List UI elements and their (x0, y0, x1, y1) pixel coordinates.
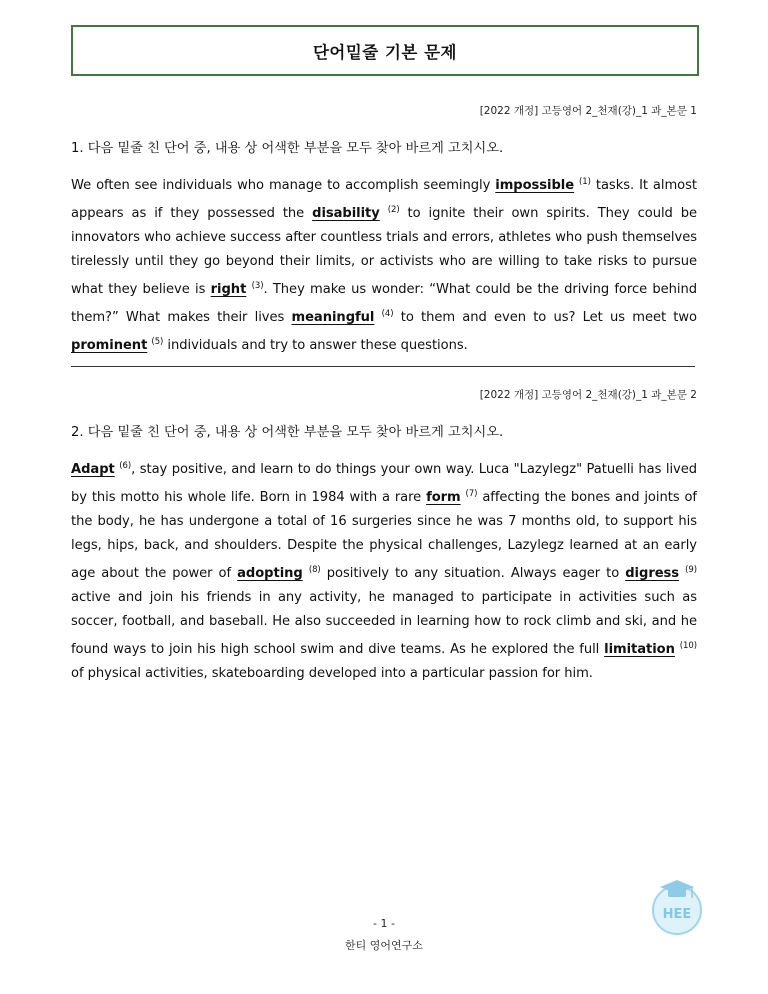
page-number: - 1 - (373, 917, 395, 930)
underlined-word-3: right (210, 282, 247, 297)
underlined-word-7: form (426, 490, 461, 505)
passage-text: of physical activities, skateboarding developed into a particular passion for him. (71, 666, 593, 681)
underlined-word-10: limitation (604, 642, 675, 657)
blank-number-1: (1) (579, 177, 591, 187)
underlined-word-4: meaningful (291, 310, 375, 325)
blank-number-4: (4) (381, 309, 394, 319)
underlined-word-5: prominent (71, 338, 148, 353)
q2-passage (71, 454, 697, 686)
blank-number-2: (2) (387, 205, 400, 215)
passage-text: positively to any situation. Always eager to (320, 566, 626, 581)
underlined-word-1: impossible (495, 178, 575, 193)
q1-prompt: 1. 다음 밑줄 친 단어 중, 내용 상 어색한 부분을 모두 찾아 바르게 고치시오. (71, 141, 504, 156)
blank-number-5: (5) (151, 337, 164, 347)
page-title: 단어밑줄 기본 문제 (71, 25, 699, 76)
q2-prompt: 2. 다음 밑줄 친 단어 중, 내용 상 어색한 부분을 모두 찾아 바르게 고치시오. (71, 425, 504, 440)
underlined-word-2: disability (312, 206, 380, 221)
q1-source: [2022 개정] 고등영어 2_천재(강)_1 과_본문 1 (479, 105, 697, 117)
passage-text: affecting the bones and joints of the body, he has undergone a total of 16 surgeries since he was 7 months old, to support his legs, hips, back, and shoulders. Despite the physical challenges, Lazylegz learned at an early age about the power of (71, 490, 697, 581)
blank-number-6: (6) (119, 461, 132, 471)
underlined-word-6: Adapt (71, 462, 115, 477)
section-divider (71, 366, 695, 367)
passage-text: active and join his friends in any activity, he managed to participate in activities such as soccer, football, and baseball. He also succeeded in learning how to rock climb and ski, and he found ways to join his high school swim and dive teams. As he explored the full (71, 590, 697, 657)
passage-text: . They make us wonder: “What could be the driving force behind them?” What makes their lives (71, 282, 697, 325)
blank-number-9: (9) (685, 565, 697, 575)
passage-text: , stay positive, and learn to do things your own way. Luca "Lazylegz" Patuelli has lived by this motto his whole life. Born in 1984 with a rare (71, 462, 697, 505)
q2-source: [2022 개정] 고등영어 2_천재(강)_1 과_본문 2 (479, 389, 697, 401)
logo-text: HEE (662, 907, 692, 922)
blank-number-8: (8) (308, 565, 321, 575)
passage-text: We often see individuals who manage to accomplish seemingly (71, 178, 496, 193)
organization-name: 한티 영어연구소 (345, 939, 423, 952)
underlined-word-9: digress (625, 566, 680, 581)
underlined-word-8: adopting (237, 566, 303, 581)
passage-text: individuals and try to answer these questions. (163, 338, 468, 353)
passage-text: to ignite their own spirits. They could be innovators who achieve success after countless trials and errors, athletes who push themselves tirelessly until they go beyond their limits, or activists who are willing to take risks to pursue what they believe is (71, 206, 698, 297)
blank-number-10: (10) (679, 641, 697, 651)
passage-text: to them and even to us? Let us meet two (393, 310, 698, 325)
blank-number-7: (7) (465, 489, 478, 499)
q1-passage (71, 170, 697, 358)
passage-text: tasks. It almost appears as if they possessed the (71, 178, 697, 221)
hee-logo (648, 876, 706, 938)
blank-number-3: (3) (251, 281, 264, 291)
